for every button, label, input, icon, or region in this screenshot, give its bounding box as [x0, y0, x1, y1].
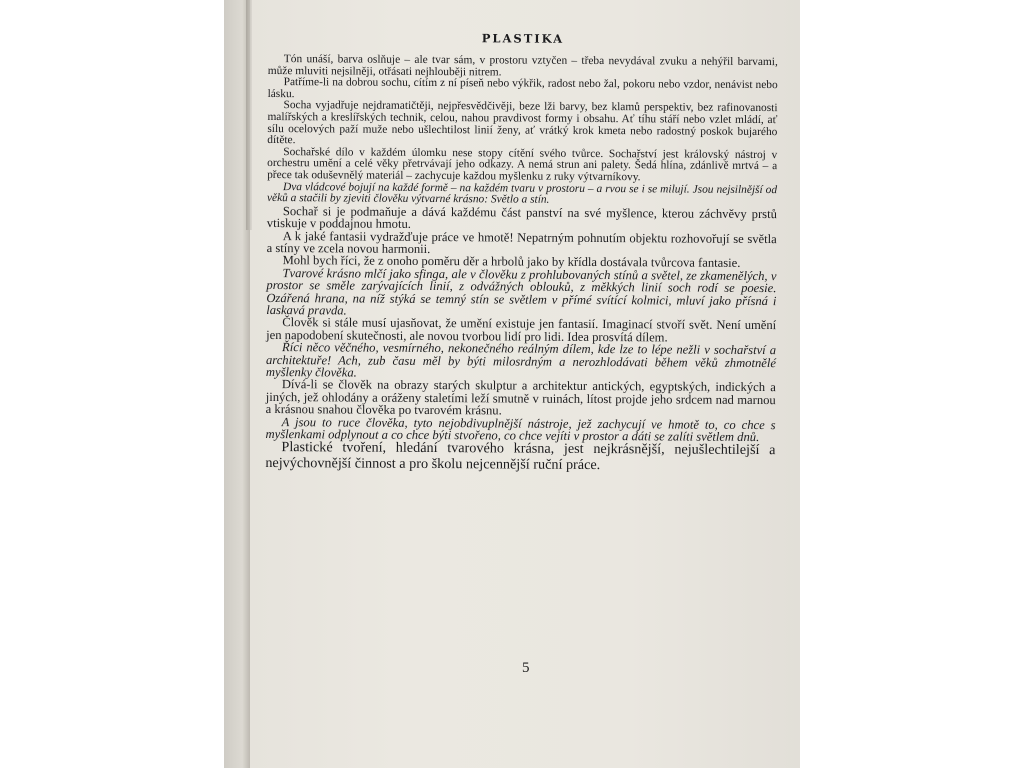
- paragraph-5-italic: Dva vládcové bojují na každé formě – na každém tvaru v prostoru – a rvou se i se milují. Jsou nejsilnější od věků a stačili by zjeviti člověku výtvarné krásno: Světlo a stín.: [266, 180, 778, 206]
- paragraph-7: A k jaké fantasii vydražďuje práce ve hmotě! Nepatrným pohnutím objektu rozhovořují se světla a stíny ve zcela novou harmonii.: [266, 228, 777, 256]
- paragraph-9: [266, 267, 776, 320]
- page-fold-shadow: [246, 0, 252, 230]
- page-title: PLASTIKA: [481, 31, 565, 46]
- page-number: 5: [522, 660, 530, 676]
- paragraph-11: [266, 341, 776, 381]
- paragraph-2: Patříme-li na dobrou sochu, cítím z ní píseň nebo výkřik, radost nebo žal, pokoru nebo vzdor, nenávist nebo lásku.: [267, 76, 778, 100]
- book-page: [265, 30, 778, 475]
- paragraph-6: Sochař si je podmaňuje a dává každému část panství na své myšlence, kterou záchvěvy prstů vtiskuje v poddajnou hmotu.: [266, 203, 777, 232]
- paragraph-4: Sochařské dílo v každém úlomku nese stopy cítění svého tvůrce. Sochařství jest královský nástroj v orchestru umění a celé věky přetrvávají jeho odkazy. A nemá strun ani palety. Šedá hlína, zdánlivě mrtvá – a přece tak oduševnělý materiál – zachycuje každou myšlenku z ruky výtvarníkovy.: [267, 145, 778, 184]
- paragraph-8: Mohl bych říci, že z onoho poměru děr a hrbolů jako by křídla dostávala tvůrcova fantasie.: [282, 253, 741, 271]
- paragraph-3: Socha vyjadřuje nejdramatičtěji, nejpřesvědčivěji, beze lži barvy, bez klamů perspektiv, bez rafinovanosti malířských a kreslířských technik, celou, nahou pravdivost formy i obsahu. Ať tíhu stáří nebo vzlet mládí, ať sílu ocelových paží muže nebo ušlechtilost linií ženy, ať vrátký krok kmeta nebo radostný poskok bujarého dítěte.: [267, 99, 778, 147]
- paragraph-9-italic: Tvarové krásno mlčí jako sfinga, ale v člověku z prohlubovaných stínů a světel, ze zkamenělých, v prostor se směle zarývajících linií, z odvážných oblouků, z měkkých linií soch rodí se poesie. Ozářená hrana, na níž stýká se temný stín se světlem v přímé svítící kolmici, mluví jako přísná i laskavá pravda.: [266, 265, 777, 318]
- book-photo: [224, 0, 800, 768]
- paragraph-10: Člověk si stále musí ujasňovat, že umění existuje jen fantasií. Imaginací stvoří svět. Není umění jen napodobení skutečnosti, ale novou tvorbou lidí pro lidi. Idea prosvítá dílem.: [266, 315, 777, 345]
- paragraph-13-italic: A jsou to ruce člověka, tyto nejobdivuplnější nástroje, jež zachycují ve hmotě to, co chce s myšlenkami odplynout a co chce býti stvořeno, co chce vejíti v prostor a dáti se zalíti světlem dnů.: [265, 414, 776, 445]
- paragraph-12: Dívá-li se člověk na obrazy starých skulptur a architektur antických, egyptských, indických a jiných, jež ohlodány a oráženy staletími leží smutně v ruinách, lítost projde jeho srdcem nad marnou a krásnou snahou člověka po tvarovém krásnu.: [265, 377, 776, 418]
- paragraph-14: Plastické tvoření, hledání tvarového krásna, jest nejkrásnější, nejušlechtilejší a nejvýchovnější činnost a pro školu nejcennější ruční práce.: [265, 439, 776, 474]
- paragraph-11-italic: Říci něco věčného, vesmírného, nekonečného reálným dílem, kde lze to lépe nežli v sochařství a architektuře! Ach, zub času měl by býti milosrdným a nerozhlodávati během věků zhmotnělé myšlenky člověka.: [265, 340, 777, 380]
- paragraph-1: Tón unáší, barva oslňuje – ale tvar sám, v prostoru vztyčen – třeba nevydával zvuku a nehýřil barvami, může mluviti nejsilněji, otřásati nejhlouběji nitrem.: [267, 53, 778, 79]
